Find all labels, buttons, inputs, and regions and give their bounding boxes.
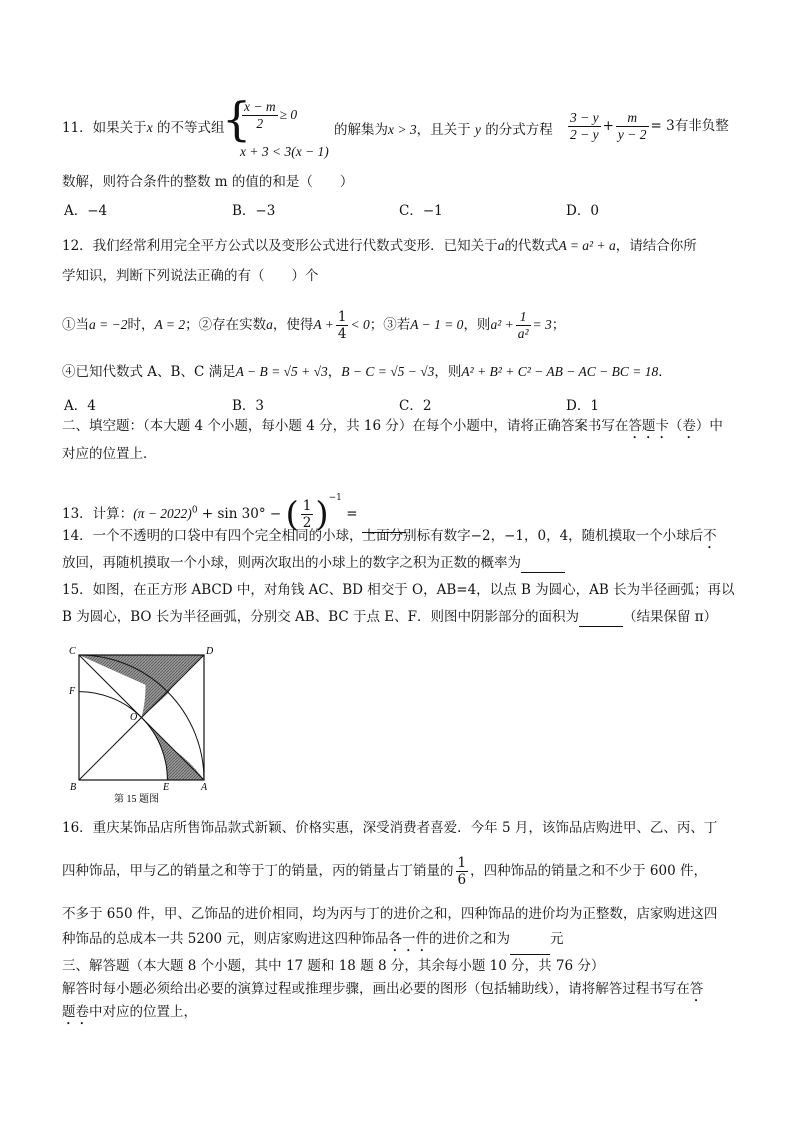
q11-mid: 的解集为x > 3，且关于 y 的分式方程 [334, 122, 553, 138]
label-f: F [69, 686, 76, 697]
section-2-line1: 二、填空题：（本大题 4 个小题，每小题 4 分，共 16 分）在每个小题中，请将正确答案书写在答题卡（卷）中 [62, 418, 723, 434]
q12-option-d: D．1 [566, 398, 599, 414]
q14-line2: 放回，再随机摸取一个小球，则两次取出的小球上的数字之积为正数的概率为 [62, 553, 565, 573]
q12-statement-4: ④已知代数式 A、B、C 满足A − B = √5 + √3，B − C = √5 − √3，则A² + B² + C² − AB − AC − BC = 18． [62, 364, 672, 380]
q11-equation: $\frac{3 - y}{2 - y}$ + $\frac{m}{y - 2}$ = 3有非负整 [570, 110, 729, 142]
section-3-line2: 解答时每小题必须给出必要的演算过程或推理步骤，画出必要的图形（包括辅助线），请将解答过程书写在答 [62, 981, 704, 997]
section-2-line2: 对应的位置上． [62, 446, 157, 462]
label-b: B [70, 782, 77, 793]
q11-sys2: x + 3 < 3(x − 1) [240, 144, 329, 159]
label-e: E [163, 782, 170, 793]
q16-line4: 种饰品的总成本一共 5200 元，则店家购进这四种饰品各一件的进价之和为 元 [62, 929, 563, 955]
system-brace: { [222, 92, 252, 146]
q11-prefix: 11．如果关于x 的不等式组 [62, 120, 225, 136]
figure-caption: 第 15 题图 [114, 794, 159, 805]
q12-line2: 学知识，判断下列说法正确的有（ ）个 [62, 268, 319, 284]
q11-option-c: C．−1 [399, 203, 443, 219]
q11-option-a: A．−4 [64, 203, 108, 219]
q14-answer-blank [521, 558, 565, 573]
q11-sys1: $\frac{x - m}{2}$ ≥ 0 [244, 99, 298, 131]
section-3-line1: 三、解答题（本大题 8 个小题，其中 17 题和 18 题 8 分，其余每小题 10 分，共 76 分） [62, 958, 605, 974]
label-o: O [130, 712, 138, 723]
q16-line1: 16．重庆某饰品店所售饰品款式新颖、价格实惠，深受消费者喜爱．今年 5 月，该饰品店购进甲、乙、丙、丁 [62, 820, 718, 836]
q15-line1: 15．如图，在正方形 ABCD 中，对角钱 AC、BD 相交于 O，AB=4，以点 B 为圆心，AB 长为半径画弧；再以 [62, 582, 735, 598]
q13-expression: 13．计算：$(\pi - 2022)^0 + \sin 30^\circ$ − ( $\frac{1}{2}$ )$^{-1}$ = [62, 480, 406, 533]
q14-line1: 14．一个不透明的口袋中有四个完全相同的小球，上面分别标有数字−2，−1，0，4，随机摸取一个小球后不 [62, 528, 717, 544]
q15-figure [64, 640, 214, 810]
q15-line2: B 为圆心，BO 长为半径画弧，分别交 AB、BC 于点 E、F．则图中阴影部分的面积为 （结果保留 π） [62, 609, 718, 625]
q12-option-c: C．2 [399, 398, 432, 414]
q12-option-b: B．3 [232, 398, 265, 414]
section-3-line3: 题卷中对应的位置上， [62, 1004, 197, 1020]
q16-answer-blank [510, 940, 550, 955]
q12-line1: 12．我们经常利用完全平方公式以及变形公式进行代数式变形．已知关于a的代数式A = a² + a，请结合你所 [62, 238, 697, 254]
label-d: D [206, 646, 214, 657]
q16-line2: 四种饰品，甲与乙的销量之和等于丁的销量，丙的销量占丁销量的 $\frac{1}{6}$ ，四种饰品的销量之和不少于 600 件， [62, 855, 707, 888]
q16-line3: 不多于 650 件，甲、乙饰品的进价相同，均为丙与丁的进价之和，四种饰品的进价均为正整数，店家购进这四 [62, 906, 718, 922]
q15-answer-blank [579, 612, 623, 627]
q11-option-d: D．0 [566, 203, 599, 219]
q12-option-a: A．4 [64, 398, 96, 414]
q12-statements-1: ①当a = −2时，A = 2；②存在实数a，使得A + $\frac{1}{4}$ < 0；③若A − 1 = 0，则a² + $\frac{1}{\text{a²}}$ = 3； [62, 309, 566, 342]
label-c: C [69, 646, 76, 657]
label-a: A [201, 782, 208, 793]
q11-line2: 数解，则符合条件的整数 m 的值的和是（ ） [62, 174, 354, 190]
q11-option-b: B．−3 [232, 203, 276, 219]
